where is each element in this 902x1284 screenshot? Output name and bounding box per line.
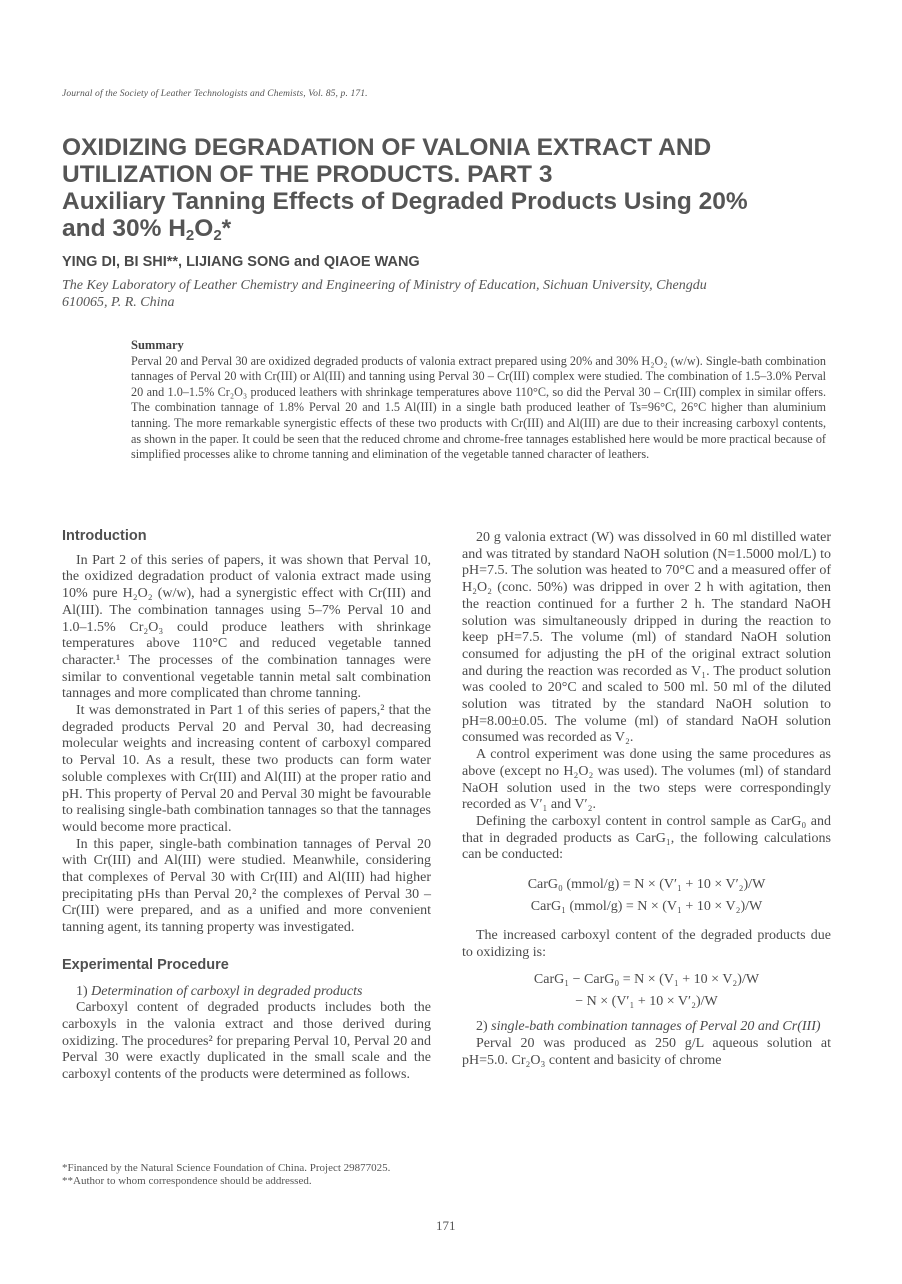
subtitle-text: and 30% H (62, 215, 186, 242)
footnote-marker: * (221, 215, 232, 242)
introduction-heading: Introduction (62, 528, 147, 544)
subtitle-line-2 (62, 215, 862, 242)
subsection-number: 2) (476, 1019, 488, 1035)
intro-paragraph: In this paper, single-bath combination tannages of Perval 20 with Cr(III) and Al(III) were studied. Meanwhile, considering that complexes of Perval 30 with Cr(III) and Al(III) had higher precipitating pHs than Perval 20,² the complexes of Perval 30 – Cr(III) were prepared, and as a unified and more convenient tanning agent, its tanning property was investigated. (62, 836, 431, 936)
difference-equation (462, 969, 831, 1013)
subscript: 2 (213, 227, 222, 244)
right-column (462, 530, 831, 1070)
subtitle-text: O (194, 215, 214, 242)
definition-paragraph: Defining the carboxyl content in control sample as CarG₀ and that in degraded products as CarG₁, the following calculations can be conducted: (462, 813, 831, 863)
increase-paragraph: The increased carboxyl content of the degraded products due to oxidizing is: (462, 928, 831, 960)
affiliation-line-1: The Key Laboratory of Leather Chemistry and Engineering of Ministry of Education, Sichuan University, Chengdu (62, 278, 707, 293)
subsection-heading-1 (62, 984, 431, 1001)
equations (462, 874, 831, 918)
page-number: 171 (436, 1218, 456, 1233)
subscript: 2 (185, 227, 195, 244)
equation-difference-line-1: CarG₁ − CarG₀ = N × (V₁ + 10 × V₂)/W (533, 972, 760, 988)
summary-block (131, 338, 826, 463)
journal-citation: Journal of the Society of Leather Technologists and Chemists, Vol. 85, p. 171. (62, 88, 368, 99)
footnotes (62, 1162, 431, 1188)
equation-difference-line-2: − N × (V′₁ + 10 × V′₂)/W (575, 994, 718, 1010)
subsection-title: single-bath combination tannages of Perval 20 and Cr(III) (491, 1019, 821, 1035)
control-paragraph: A control experiment was done using the same procedures as above (except no H₂O₂ was used). The volumes (ml) of standard NaOH solution used in the two steps were correspondingly recorded as V′₁ and V′₂. (462, 747, 831, 813)
footnote-funding: *Financed by the Natural Science Foundation of China. Project 29877025. (62, 1162, 391, 1174)
intro-paragraph: It was demonstrated in Part 1 of this series of papers,² that the degraded products Perval 20 and Perval 30, had decreasing molecular weights and increasing content of carboxyl compared to Perval 10. As a result, these two products can form water soluble complexes with Cr(III) and Al(III) at the proper ratio and pH. This property of Perval 20 and Perval 30 might be favourable to realising single-bath combination tannages so that the tannages would become more practical. (62, 703, 431, 835)
perval20-paragraph: Perval 20 was produced as 250 g/L aqueous solution at pH=5.0. Cr₂O₃ content and basicity of chrome (462, 1036, 831, 1068)
summary-heading: Summary (131, 338, 184, 352)
subsection-heading-2 (462, 1019, 831, 1036)
affiliation (62, 277, 842, 311)
authors: YING DI, BI SHI**, LIJIANG SONG and QIAOE WANG (62, 254, 420, 270)
experimental-heading: Experimental Procedure (62, 956, 229, 973)
equation-carg0: CarG₀ (mmol/g) = N × (V′₁ + 10 × V′₂)/W (527, 877, 766, 893)
left-column (62, 528, 431, 1084)
subsection-title: Determination of carboxyl in degraded products (91, 983, 363, 999)
procedure-paragraph: 20 g valonia extract (W) was dissolved in 60 ml distilled water and was titrated by standard NaOH solution (N=1.5000 mol/L) to pH=7.5. The solution was heated to 70°C and a measured offer of H₂O₂ (conc. 50%) was dripped in over 2 h with agitation, then the reaction continued for a further 2 h. The standard NaOH solution was simultaneously dripped in during the reaction to keep pH=7.5. The volume (ml) of standard NaOH solution consumed for adjusting the pH of the original extract solution and during the reaction was recorded as V₁. The product solution was cooled to 20°C and scaled to 500 ml. 50 ml of the diluted solution was titrated by the standard NaOH solution to pH=8.00±0.05. The volume (ml) of standard NaOH solution consumed was recorded as V₂. (462, 530, 831, 746)
equation-carg1: CarG₁ (mmol/g) = N × (V₁ + 10 × V₂)/W (530, 899, 763, 915)
footnote-correspondence: **Author to whom correspondence should be addressed. (62, 1175, 312, 1187)
subtitle-line-1: Auxiliary Tanning Effects of Degraded Products Using 20% (62, 188, 748, 215)
subsection-number: 1) (76, 983, 88, 999)
article-title (62, 134, 862, 242)
intro-paragraph: In Part 2 of this series of papers, it was shown that Perval 10, the oxidized degradation product of valonia extract made using 10% pure H₂O₂ (w/w), had a synergistic effect with Cr(III) and Al(III). The combination tannages using 5–7% Perval 10 and 1.0–1.5% Cr₂O₃ could produce leathers with shrinkage temperatures above 110°C and reduced vegetable tanned character.¹ The processes of the combination tannages were similar to conventional vegetable tannin metal salt combination tannages and more complicated than chrome tanning. (62, 552, 431, 702)
summary-text: Perval 20 and Perval 30 are oxidized degraded products of valonia extract prepared using 20% and 30% H₂O₂ (w/w). Single-bath combination tannages of Perval 20 with Cr(III) or Al(III) and tanning using Perval 30 – Cr(III) complex were studied. The combination of 1.5–3.0% Perval 20 and 1.0–1.5% Cr₂O₃ produced leathers with shrinkage temperatures above 110°C, so did the Perval 30 – Cr(III) complex in similar offers. The combination tannage of 1.8% Perval 20 and 1.5 Al(III) in a single bath produced leather of Ts=96°C, 26°C higher than aluminium tanning. The more remarkable synergistic effects of these two products with Cr(III) and Al(III) are due to their increasing carboxyl contents, as shown in the paper. It could be seen that the reduced chrome and chrome-free tannages established here would be more practical because of simplified processes alike to chrome tanning and elimination of the vegetable tanned character of leathers. (131, 353, 826, 462)
title-line-1: OXIDIZING DEGRADATION OF VALONIA EXTRACT AND (62, 134, 712, 161)
carboxyl-paragraph: Carboxyl content of degraded products includes both the carboxyls in the valonia extract and those derived during oxidizing. The procedures² for preparing Perval 10, Perval 20 and Perval 30 were exactly duplicated in the small scale and the carboxyl contents of the products were determined as follows. (62, 1000, 431, 1083)
affiliation-line-2: 610065, P. R. China (62, 295, 175, 310)
title-line-2: UTILIZATION OF THE PRODUCTS. PART 3 (62, 161, 553, 188)
